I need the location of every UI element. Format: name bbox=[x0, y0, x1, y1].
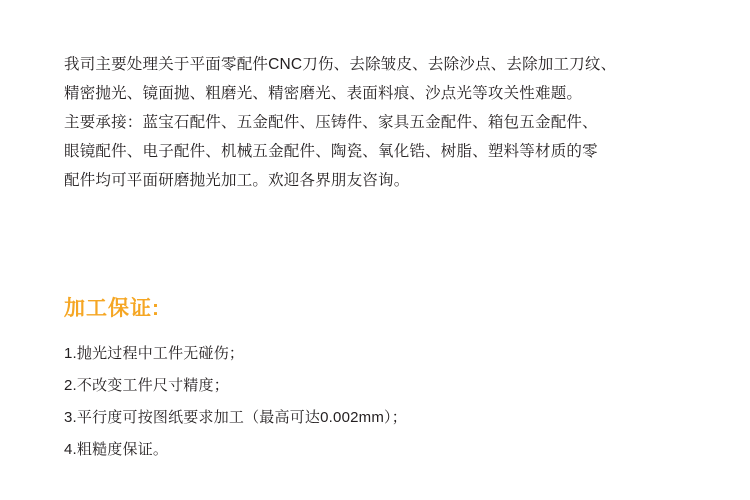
intro-line-2: 精密抛光、镜面抛、粗磨光、精密磨光、表面料痕、沙点光等攻关性难题。 bbox=[64, 85, 583, 102]
list-item: 1.抛光过程中工件无碰伤； bbox=[64, 345, 245, 362]
intro-line-3: 主要承接：蓝宝石配件、五金配件、压铸件、家具五金配件、箱包五金配件、 bbox=[64, 114, 598, 131]
intro-line-5: 配件均可平面研磨抛光加工。欢迎各界朋友咨询。 bbox=[64, 172, 410, 189]
guarantee-heading: 加工保证: bbox=[64, 297, 160, 320]
list-item: 2.不改变工件尺寸精度； bbox=[64, 377, 229, 394]
guarantee-list bbox=[64, 338, 724, 466]
list-item: 4.粗糙度保证。 bbox=[64, 441, 169, 458]
intro-paragraph bbox=[64, 50, 724, 195]
list-item: 3.平行度可按图纸要求加工（最高可达0.002mm）； bbox=[64, 409, 407, 426]
intro-line-1: 我司主要处理关于平面零配件CNC刀伤、去除皱皮、去除沙点、去除加工刀纹、 bbox=[64, 56, 617, 73]
intro-line-4: 眼镜配件、电子配件、机械五金配件、陶瓷、氧化锆、树脂、塑料等材质的零 bbox=[64, 143, 598, 160]
